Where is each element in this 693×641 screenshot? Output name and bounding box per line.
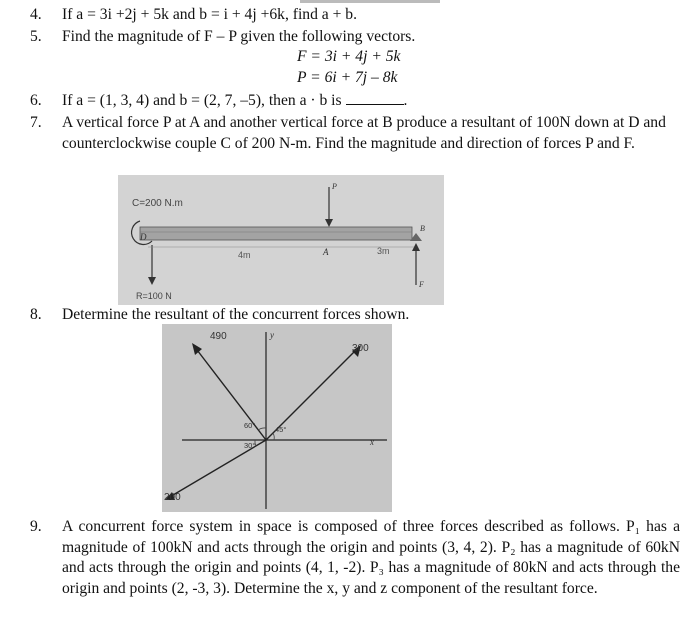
question-9 bbox=[30, 517, 680, 599]
couple-label: C=200 N.m bbox=[132, 198, 183, 209]
figure-concurrent-forces bbox=[162, 324, 392, 512]
force-490-label: 490 bbox=[210, 331, 227, 342]
angle-30-label: 30° bbox=[244, 441, 256, 450]
question-text bbox=[62, 91, 680, 112]
question-4 bbox=[30, 5, 680, 26]
question-text-post: . bbox=[403, 92, 408, 109]
equation-p: P = 6i + 7j – 8k bbox=[297, 69, 398, 86]
question-text: Find the magnitude of F – P given the following vectors. bbox=[62, 28, 416, 45]
force-f-label: F bbox=[419, 280, 424, 289]
question-number: 8. bbox=[30, 306, 42, 323]
beam bbox=[140, 227, 412, 240]
angle-60-label: 60° bbox=[244, 421, 256, 430]
point-b-label: B bbox=[420, 224, 425, 233]
y-axis-label: y bbox=[270, 330, 274, 340]
question-text: If a = 3i +2j + 5k and b = i + 4j +6k, find a + b. bbox=[62, 6, 357, 23]
top-edge-bar bbox=[300, 0, 440, 3]
distance-4m-label: 4m bbox=[238, 250, 251, 260]
angle-45-label: 45° bbox=[275, 425, 287, 434]
question-text: A concurrent force system in space is composed of three forces described as follows. P₁ has a magnitude of 100kN and acts through the origin and points (3, 4, 2). P₂ has a magnitude of 60kN and acts through the origin and points (4, 1, -2). P₃ has a magnitude of 80kN and acts through the origin and points (2, -3, 3). Determine the x, y and z component of the resultant force. bbox=[62, 518, 680, 597]
question-number: 6. bbox=[30, 92, 42, 109]
question-text-pre: If a = (1, 3, 4) and b = (2, 7, –5), then a · b is bbox=[62, 92, 342, 109]
question-number: 7. bbox=[30, 114, 42, 131]
distance-3m-label: 3m bbox=[377, 246, 390, 256]
question-5 bbox=[30, 27, 680, 48]
point-a-label: A bbox=[323, 247, 329, 257]
force-200-label: 200 bbox=[164, 492, 181, 503]
beam-diagram bbox=[118, 175, 444, 305]
question-number: 4. bbox=[30, 6, 42, 23]
force-300-label: 300 bbox=[352, 343, 369, 354]
question-7 bbox=[30, 113, 680, 154]
question-text: A vertical force P at A and another vertical force at B produce a resultant of 100N down at D and counterclockwise couple C of 200 N-m. Find the magnitude and direction of forces P and F. bbox=[62, 114, 666, 152]
question-6 bbox=[30, 91, 680, 112]
x-axis-label: x bbox=[370, 437, 374, 447]
point-d-label: D bbox=[140, 232, 147, 242]
force-p-label: P bbox=[332, 182, 337, 191]
question-number: 9. bbox=[30, 518, 42, 535]
answer-blank bbox=[346, 92, 404, 105]
question-8 bbox=[30, 305, 680, 326]
equation-f: F = 3i + 4j + 5k bbox=[297, 48, 401, 65]
question-text: Determine the resultant of the concurrent forces shown. bbox=[62, 306, 410, 323]
question-number: 5. bbox=[30, 28, 42, 45]
resultant-label: R=100 N bbox=[136, 291, 172, 301]
force-diagram bbox=[162, 324, 392, 512]
figure-beam bbox=[118, 175, 444, 305]
